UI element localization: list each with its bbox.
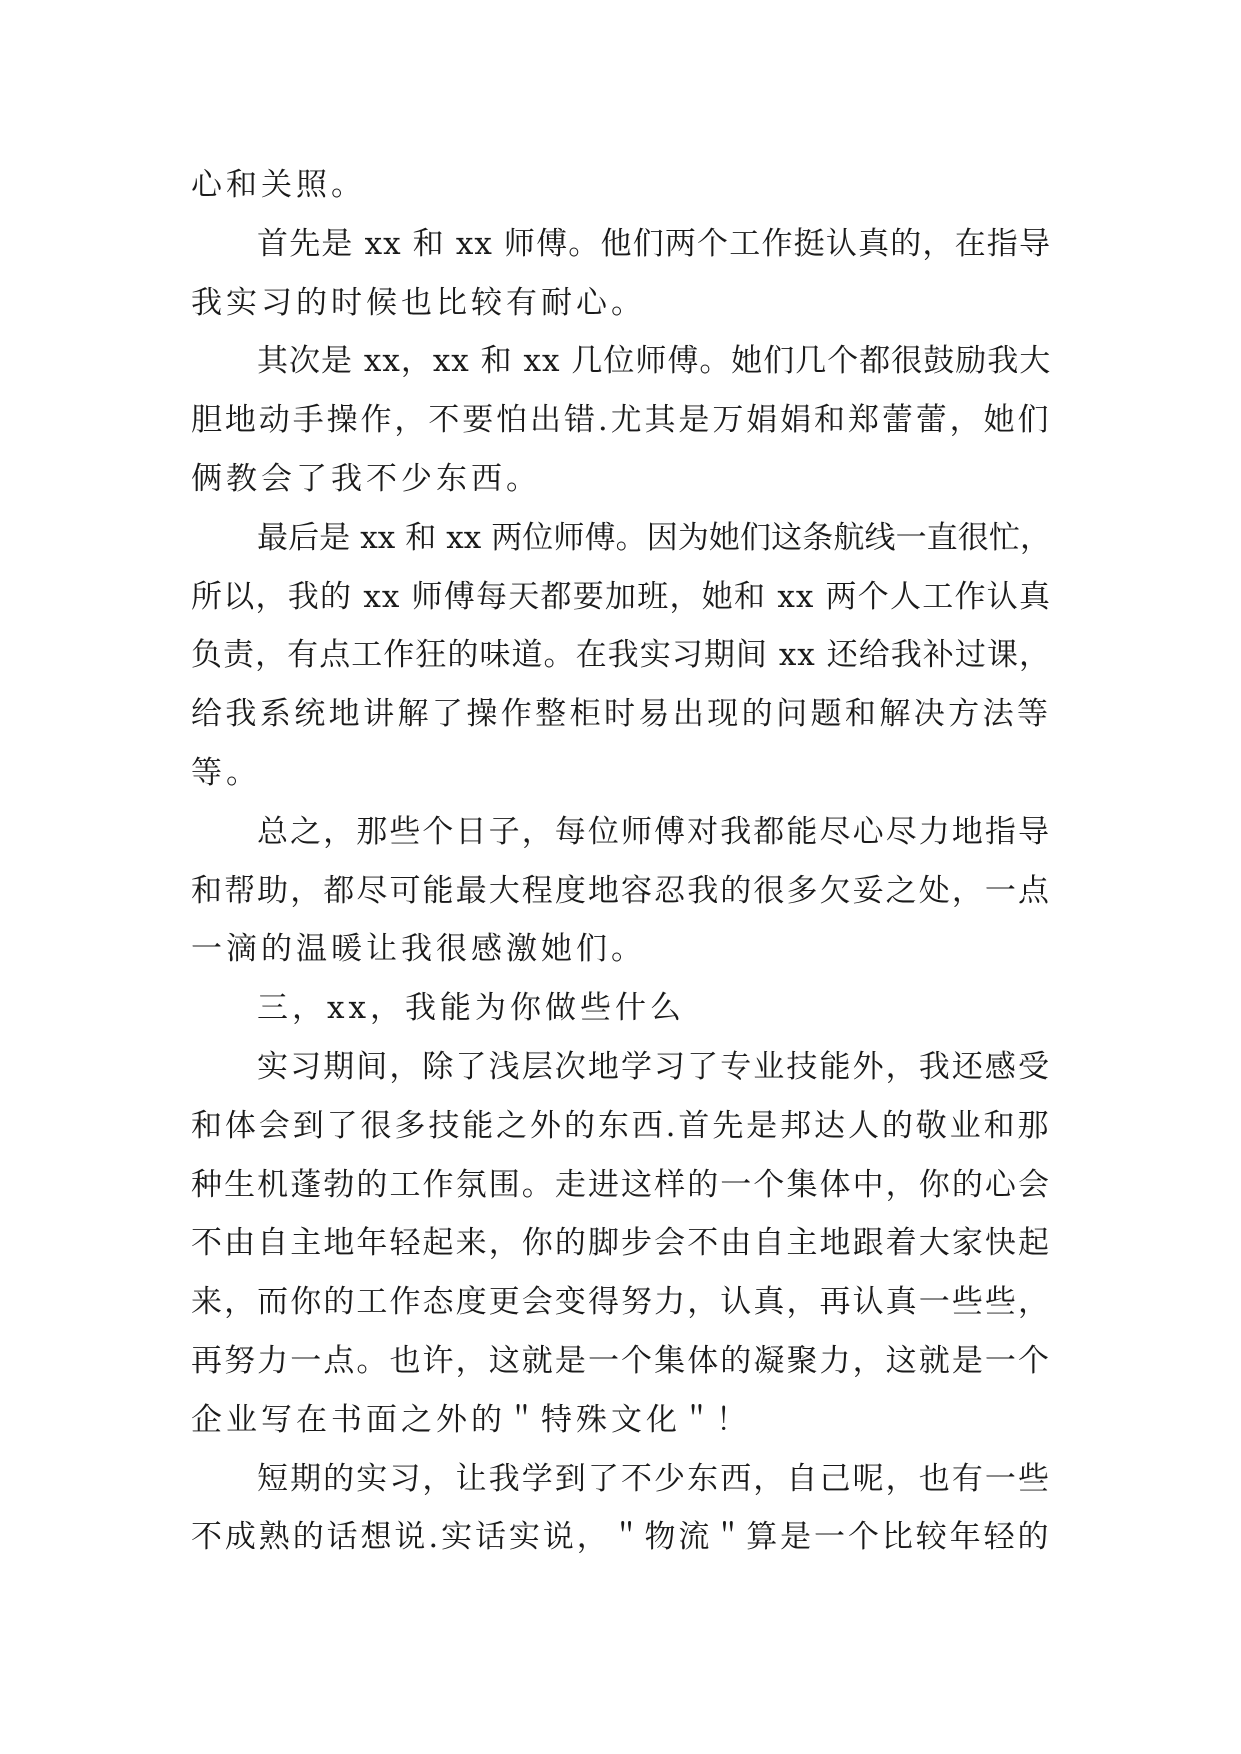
text-line: 和帮助，都尽可能最大程度地容忍我的很多欠妥之处，一点 (191, 872, 1051, 909)
text-line: 俩教会了我不少东西。 (191, 460, 541, 497)
text-line: 所以，我的 xx 师傅每天都要加班，她和 xx 两个人工作认真 (191, 578, 1051, 615)
text-line: 短期的实习，让我学到了不少东西，自己呢，也有一些 (257, 1460, 1051, 1497)
text-line: 最后是 xx 和 xx 两位师傅。因为她们这条航线一直很忙， (257, 519, 1051, 556)
text-line: 负责，有点工作狂的味道。在我实习期间 xx 还给我补过课， (191, 637, 1051, 674)
text-line: 不成熟的话想说.实话实说，＂物流＂算是一个比较年轻的 (191, 1519, 1051, 1556)
text-line: 总之，那些个日子，每位师傅对我都能尽心尽力地指导 (257, 813, 1051, 850)
text-line: 等。 (191, 754, 261, 791)
text-line: 我实习的时候也比较有耐心。 (191, 284, 646, 321)
text-line: 不由自主地年轻起来，你的脚步会不由自主地跟着大家快起 (191, 1225, 1051, 1262)
text-line: 和体会到了很多技能之外的东西.首先是邦达人的敬业和那 (191, 1107, 1051, 1144)
text-line: 三，xx，我能为你做些什么 (257, 990, 685, 1027)
text-line: 来，而你的工作态度更会变得努力，认真，再认真一些些， (191, 1284, 1051, 1321)
text-line: 实习期间，除了浅层次地学习了专业技能外，我还感受 (257, 1048, 1051, 1085)
text-line: 再努力一点。也许，这就是一个集体的凝聚力，这就是一个 (191, 1342, 1051, 1379)
text-line: 给我系统地讲解了操作整柜时易出现的问题和解决方法等 (191, 696, 1051, 733)
text-line: 其次是 xx，xx 和 xx 几位师傅。她们几个都很鼓励我大 (257, 343, 1052, 380)
text-line: 企业写在书面之外的＂特殊文化＂！ (191, 1401, 751, 1438)
text-line: 胆地动手操作，不要怕出错.尤其是万娟娟和郑蕾蕾，她们 (191, 402, 1051, 439)
text-line: 一滴的温暖让我很感激她们。 (191, 931, 646, 968)
text-line: 心和关照。 (191, 167, 366, 203)
document-body (191, 156, 1051, 1567)
text-line: 首先是 xx 和 xx 师傅。他们两个工作挺认真的，在指导 (257, 225, 1051, 262)
text-line: 种生机蓬勃的工作氛围。走进这样的一个集体中，你的心会 (191, 1166, 1051, 1203)
